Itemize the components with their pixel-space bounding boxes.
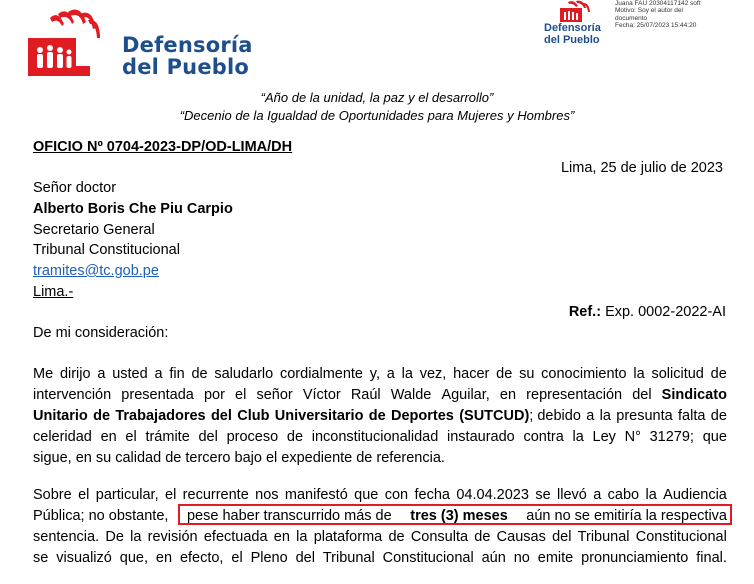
word: Raúl (350, 387, 381, 403)
recipient-institution: Tribunal Constitucional (33, 242, 180, 258)
word: saludarlo (214, 366, 274, 382)
word: Me (33, 366, 54, 382)
word: el (235, 387, 247, 403)
word: Víctor (302, 387, 341, 403)
word: plataforma (313, 529, 383, 545)
recipient-salutation: Señor doctor (33, 180, 117, 196)
word: hacer (453, 366, 490, 382)
word: en (499, 387, 517, 403)
word: Ley (592, 429, 616, 445)
word: se (33, 550, 49, 566)
word: en (155, 550, 173, 566)
word: del (552, 529, 572, 545)
word: efecto, (179, 550, 224, 566)
word: de (368, 408, 386, 424)
word: de (388, 529, 405, 545)
reference-value: Exp. 0002-2022-AI (601, 304, 726, 320)
word: Aguilar, (441, 387, 490, 403)
word: presentada (121, 387, 194, 403)
word: 04.04.2023 (456, 487, 529, 503)
word: en (100, 429, 117, 445)
word: fin (169, 366, 185, 382)
word: el (78, 487, 90, 503)
word: Sobre (33, 487, 72, 503)
word: revisión (147, 529, 198, 545)
word: presunta (616, 408, 673, 424)
word: la (599, 408, 611, 424)
word: que, (119, 550, 148, 566)
recipient-title: Secretario General (33, 222, 155, 238)
recipient-name: Alberto Boris Che Piu Carpio (33, 201, 233, 217)
word: su (519, 366, 535, 382)
reference-label: Ref.: (568, 304, 602, 320)
word: aún (481, 550, 506, 566)
word: a (154, 366, 163, 382)
word: usted (112, 366, 148, 382)
greeting: De mi consideración: (33, 325, 169, 341)
word: Sindicato (661, 387, 727, 403)
word: la (633, 366, 645, 382)
word: Pleno (250, 550, 288, 566)
word: Club (237, 408, 270, 424)
paragraph-1-line-4 (33, 427, 727, 448)
p2-line2-bold: tres (3) meses (410, 508, 508, 524)
word: el (165, 487, 177, 503)
signature-line-1: Juana FAU 20304117142 soft (615, 0, 701, 7)
word: Causas (496, 529, 546, 545)
paragraph-1-line-5: sigue, en su calidad de tercero bajo el expediente de referencia. (33, 450, 445, 466)
word: Consulta (410, 529, 469, 545)
word: instaurado (447, 429, 515, 445)
word: proceso (226, 429, 279, 445)
word: efectuada (203, 529, 268, 545)
brand-small-line-2: del Pueblo (544, 34, 600, 46)
p2-line2-pre: Pública; no obstante, (33, 508, 169, 524)
word: representación (526, 387, 623, 403)
word: sentencia. (33, 529, 100, 545)
word-bold: (SUTCUD) (459, 408, 530, 424)
word: De (105, 529, 124, 545)
word: de (496, 366, 513, 382)
digital-signature (615, 0, 745, 29)
word: Unitario (33, 408, 88, 424)
word: Deportes (391, 408, 454, 424)
word: N° (624, 429, 641, 445)
word: Universitario (274, 408, 364, 424)
brand-line-2: del Pueblo (122, 55, 250, 79)
word: del (295, 550, 315, 566)
word: a (97, 366, 106, 382)
p2-line2-mid2: aún no se emitiría la respectiva (526, 508, 727, 524)
word: dirijo (59, 366, 91, 382)
paragraph-2 (33, 485, 727, 569)
word: de (93, 408, 111, 424)
word: inconstitucionalidad (311, 429, 439, 445)
brand-name (122, 34, 253, 78)
word: del (210, 408, 232, 424)
defensoria-small-logo (558, 0, 598, 22)
word: nos (255, 487, 279, 503)
word: la (296, 529, 308, 545)
word: intervención (33, 387, 112, 403)
word: Tribunal (577, 529, 630, 545)
word: por (203, 387, 225, 403)
brand-small (544, 22, 601, 46)
word: trámite (145, 429, 190, 445)
paragraph-2-line-1 (33, 485, 727, 506)
word: fecha (414, 487, 450, 503)
paragraph-1-line-2 (33, 385, 727, 406)
signature-line-4: Fecha: 25/07/2023 15:44:20 (615, 21, 697, 29)
word: emite (537, 550, 574, 566)
word: la (645, 487, 657, 503)
paragraph-2-line-4 (33, 548, 727, 569)
paragraph-1 (33, 364, 727, 469)
word: cabo (607, 487, 640, 503)
reference (569, 302, 726, 322)
word: que (354, 487, 379, 503)
word: de (474, 529, 491, 545)
word: vez, (419, 366, 447, 382)
word: de (286, 429, 304, 445)
word: de (710, 366, 727, 382)
word: se (535, 487, 551, 503)
highlight-box (178, 504, 732, 525)
p2-line2-mid1: pese haber transcurrido más de (186, 508, 392, 524)
motto-decade: “Decenio de la Igualdad de Oportunidades para Mujeres y Hombres” (179, 108, 575, 123)
word: llevó (557, 487, 587, 503)
word: el (125, 429, 137, 445)
word-rest: ; debido (529, 408, 581, 424)
word: y, (369, 366, 380, 382)
word: de (191, 366, 208, 382)
signature-line-2: Motivo: Soy el autor del (615, 7, 683, 15)
word: no (513, 550, 530, 566)
word: a (593, 487, 602, 503)
document-date: Lima, 25 de julio de 2023 (560, 160, 723, 176)
word: a (586, 408, 595, 424)
word: la (572, 429, 584, 445)
motto-year: “Año de la unidad, la paz y el desarrollo” (260, 90, 494, 105)
word: Constitucional (382, 550, 474, 566)
word: en (273, 529, 290, 545)
word: Audiencia (663, 487, 727, 503)
word: Tribunal (322, 550, 375, 566)
word: contra (523, 429, 564, 445)
word: celeridad (33, 429, 92, 445)
word: pronunciamiento (581, 550, 689, 566)
word: solicitud (651, 366, 704, 382)
recipient-city: Lima.- (33, 284, 74, 300)
word: de (710, 408, 727, 424)
oficio-number: OFICIO Nº 0704-2023-DP/OD-LIMA/DH (33, 139, 293, 155)
word: recurrente (182, 487, 249, 503)
word: visualizó (56, 550, 112, 566)
signature-line-3: documento (615, 14, 648, 22)
word: cordialmente (279, 366, 363, 382)
defensoria-logo (28, 8, 118, 76)
word (459, 406, 581, 427)
word: señor (256, 387, 293, 403)
brand-line-1: Defensoría (122, 33, 253, 57)
word: que (702, 429, 727, 445)
word: del (632, 387, 652, 403)
word: Constitucional (635, 529, 727, 545)
brand-small-line-1: Defensoría (544, 22, 601, 34)
word: Trabajadores (115, 408, 206, 424)
word: particular, (95, 487, 159, 503)
word: 31279; (649, 429, 694, 445)
word: con (384, 487, 409, 503)
word: la (130, 529, 142, 545)
word: final. (696, 550, 727, 566)
word: falta (678, 408, 706, 424)
recipient-email-link[interactable]: tramites@tc.gob.pe (33, 263, 159, 279)
word: conocimiento (541, 366, 627, 382)
word: el (231, 550, 243, 566)
paragraph-1-line-1 (33, 364, 727, 385)
word: Walde (390, 387, 432, 403)
word: del (198, 429, 218, 445)
paragraph-2-line-3 (33, 527, 727, 548)
word: manifestó (284, 487, 348, 503)
paragraph-1-line-3 (33, 406, 727, 427)
word: a (386, 366, 395, 382)
word: la (401, 366, 413, 382)
